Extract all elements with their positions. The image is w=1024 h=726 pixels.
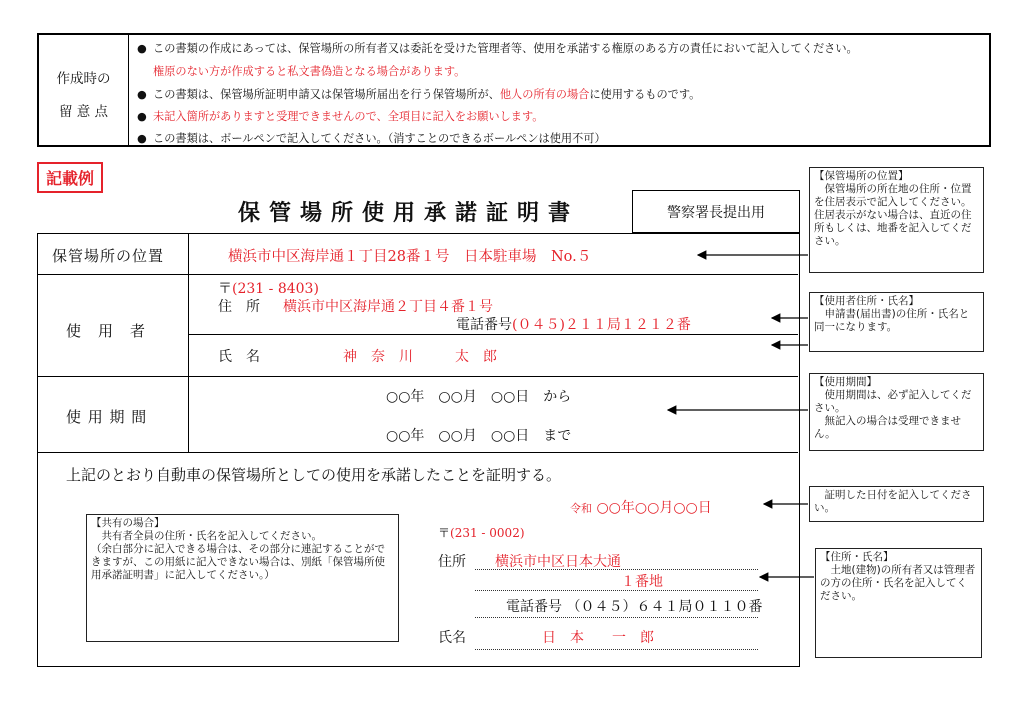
user-address-value: 横浜市中区海岸通２丁目４番１号 — [283, 299, 493, 315]
notice-line-2: 権原のない方が作成すると私文書偽造となる場合があります。 — [153, 65, 466, 78]
owner-name-label: 氏名 — [438, 630, 466, 646]
period-label: 使 用 期 間 — [66, 408, 148, 426]
page-title: 保管場所使用承諾証明書 — [238, 200, 580, 226]
owner-address-2: １番地 — [621, 574, 663, 590]
user-name-value: 神 奈 川 太 郎 — [343, 349, 497, 365]
note-user-body: 申請書(届出書)の住所・氏名と同一になります。 — [814, 308, 970, 333]
location-value: 横浜市中区海岸通１丁目28番１号 日本駐車場 No.５ — [228, 249, 592, 265]
note-owner-body: 土地(建物)の所有者又は管理者の方の住所・氏名を記入してください。 — [820, 564, 976, 602]
note-date-body: 証明した日付を記入してください。 — [814, 489, 972, 514]
bullet-icon: ● — [137, 110, 147, 123]
user-address-label: 住 所 — [218, 299, 260, 315]
user-postal: 〒(231 - 8403) — [218, 281, 319, 297]
period-from: ○○年 ○○月 ○○日 から — [386, 389, 572, 405]
bullet-icon: ● — [137, 132, 147, 145]
notice-line-5: ● この書類は、ボールペンで記入してください。（消すことのできるボールペンは使用不可） — [137, 132, 606, 145]
notice-line-1: ● この書類の作成にあっては、保管場所の所有者又は委託を受けた管理者等、使用を承諾する権原のある方の責任において記入してください。 — [137, 42, 858, 55]
postal-mark-icon: 〒 — [218, 281, 232, 297]
notice-line-4: ● 未記入箇所がありますと受理できませんので、全項目に記入をお願いします。 — [137, 110, 544, 123]
owner-phone: 電話番号 （０４５）６４１局０１１０番 — [506, 599, 763, 615]
location-label: 保管場所の位置 — [52, 247, 165, 265]
bullet-icon: ● — [137, 42, 147, 55]
notice-label-line1: 作成時の — [56, 71, 111, 87]
note-location-body: 保管場所の所在地の住所・位置を住居表示で記入してください。 住居表示がない場合は、直近の住所もしくは、地番を記入してください。 — [814, 183, 972, 247]
sample-label: 記載例 — [37, 162, 103, 193]
note-location-title: 【保管場所の位置】 — [814, 170, 909, 182]
notice-label-line2: 留 意 点 — [58, 104, 109, 120]
user-phone: 電話番号(０４５)２１１局１２１２番 — [456, 317, 691, 333]
owner-postal: 〒(231 - 0002) — [438, 526, 525, 540]
note-user-title: 【使用者住所・氏名】 — [814, 295, 919, 307]
shared-note-title: 【共有の場合】 — [91, 517, 165, 529]
note-period-title: 【使用期間】 — [814, 376, 877, 388]
notice-line-3: ● この書類は、保管場所証明申請又は保管場所届出を行う保管場所が、他人の所有の場合に使用するものです。 — [137, 88, 701, 101]
period-to: ○○年 ○○月 ○○日 まで — [386, 428, 572, 444]
certify-date: 令和 ○○年○○月○○日 — [570, 500, 712, 516]
shared-note-body: 共有者全員の住所・氏名を記入してください。 （余白部分に記入できる場合は、その部分に連記することができますが、この用紙に記入できない場合は、別紙「保管場所使用承諾証明書」に記入してください。） — [91, 530, 385, 581]
postal-mark-icon: 〒 — [438, 526, 451, 540]
user-name-label: 氏 名 — [218, 349, 260, 365]
certify-text: 上記のとおり自動車の保管場所としての使用を承諾したことを証明する。 — [66, 466, 562, 484]
owner-address-1: 横浜市中区日本大通 — [495, 554, 621, 570]
bullet-icon: ● — [137, 88, 147, 101]
note-period-body: 使用期間は、必ず記入してください。 無記入の場合は受理できません。 — [814, 389, 972, 440]
note-owner-title: 【住所・氏名】 — [820, 551, 894, 563]
owner-name-value: 日 本 一 郎 — [542, 630, 654, 646]
user-label: 使 用 者 — [66, 322, 147, 340]
owner-address-label: 住所 — [438, 554, 466, 570]
police-submission-box: 警察署長提出用 — [632, 190, 800, 233]
